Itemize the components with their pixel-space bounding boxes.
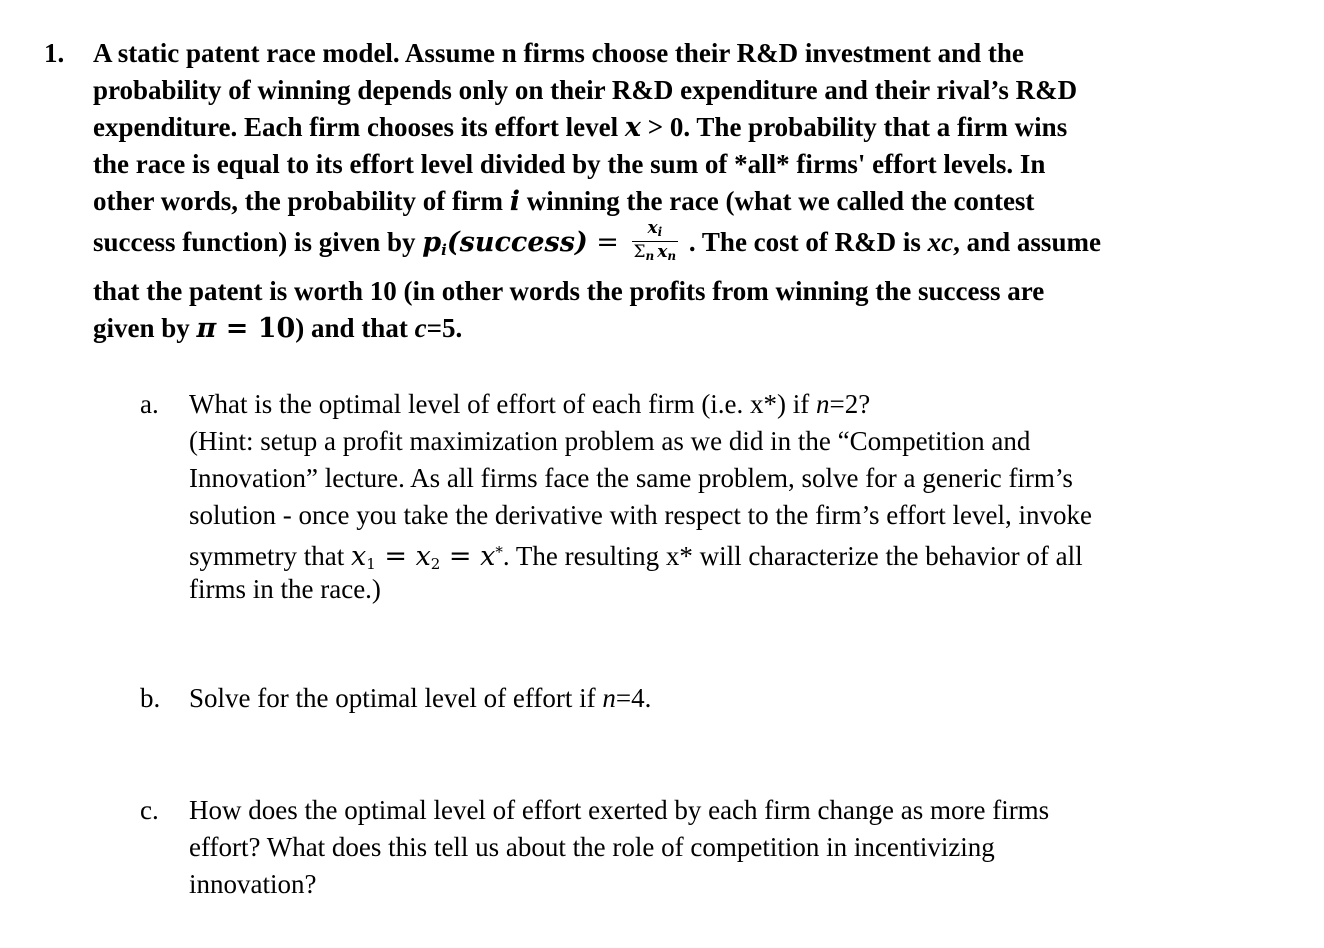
math-operator: = [587,227,628,258]
question-line-6 [93,220,1293,268]
math-variable: π [196,313,217,344]
question-line-7 [93,273,1293,310]
math-variable: n [816,389,830,419]
question-text: that the patent is worth 10 (in other words the profits from winning the success are [93,276,1045,306]
part-line [189,680,1299,717]
question-text: the race is equal to its effort level divided by the sum of *all* firms' effort levels. In [93,149,1046,179]
part-text-block [189,680,1299,717]
question-text: given by [93,313,197,343]
part-text: innovation? [189,869,317,899]
question-text: winning the race (what we called the contest [520,186,1035,216]
question-number: 1. [44,38,65,68]
question-text: expenditure. Each firm chooses its effort level [93,112,625,142]
math-subscript: n [667,249,677,264]
math-variable: p [422,227,442,258]
part-text: . The resulting x* will characterize the behavior of all [502,541,1083,571]
part-text: solution - once you take the derivative with respect to the firm’s effort level, invoke [189,500,1092,530]
math-variable: i [509,186,520,217]
question-text: =5. [426,313,463,343]
part-text: symmetry that [189,541,351,571]
question-line-5 [93,183,1293,220]
math-subscript: i [441,241,447,259]
fraction [632,219,679,266]
question-line-3 [93,109,1293,146]
question-text: A static patent race model. Assume n firms choose their R&D investment and the [93,38,1024,68]
math-subscript: n [645,249,655,264]
part-line [189,460,1299,497]
math-operator: Σ [633,242,646,263]
part-line [189,497,1299,534]
part-letter: a. [140,389,159,419]
math-superscript: * [495,543,503,561]
question-text: > 0. The probability that a firm wins [641,112,1068,142]
part-letter: c. [140,795,159,825]
part-text-block [189,386,1299,608]
part-line [189,866,1299,903]
part-line [189,571,1299,608]
part-text: What is the optimal level of effort of each firm (i.e. x*) if [189,389,817,419]
part-line [189,534,1299,571]
fraction-denominator [632,242,679,266]
math-subscript: 2 [430,555,441,573]
question-statement [93,35,1293,347]
part-line [189,829,1299,866]
math-operator: = [375,541,416,572]
symmetry-formula [351,541,503,571]
math-variable: x [415,541,431,572]
part-text: How does the optimal level of effort exerted by each firm change as more firms [189,795,1050,825]
part-text: (Hint: setup a profit maximization problem as we did in the “Competition and [189,426,1031,456]
question-line-1 [93,35,1293,72]
math-variable: x [657,242,668,263]
part-text-block [189,792,1299,903]
part-text: =2? [829,389,871,419]
question-text: other words, the probability of firm [93,186,510,216]
math-variable: xc [927,227,954,257]
math-subscript: i [657,225,663,240]
question-text: . The cost of R&D is [682,227,928,257]
question-text: , and assume [953,227,1101,257]
part-line [189,386,1299,423]
math-text: (success) [446,227,588,258]
math-variable: x [647,218,658,239]
question-text: success function) is given by [93,227,423,257]
part-text: =4. [615,683,652,713]
part-letter: b. [140,683,161,713]
math-subscript: 1 [366,555,376,573]
math-variable: c [414,313,427,343]
question-line-4 [93,146,1293,183]
part-line [189,423,1299,460]
math-variable: n [602,683,616,713]
part-line [189,792,1299,829]
math-text: = 10 [216,313,296,344]
math-operator: = [440,541,481,572]
part-text: firms in the race.) [189,574,381,604]
question-line-2 [93,72,1293,109]
contest-success-formula [422,218,682,264]
part-text: effort? What does this tell us about the role of competition in incentivizing [189,832,995,862]
part-text: Innovation” lecture. As all firms face the same problem, solve for a generic firm’s [189,463,1073,493]
question-text: probability of winning depends only on their R&D expenditure and their rival’s R&D [93,75,1078,105]
fraction-numerator [632,219,679,242]
part-text: Solve for the optimal level of effort if [189,683,603,713]
question-line-8 [93,310,1293,347]
math-variable: x [350,541,367,572]
math-variable: x [624,112,642,143]
question-text: ) and that [295,313,415,343]
math-variable: x [480,541,496,572]
